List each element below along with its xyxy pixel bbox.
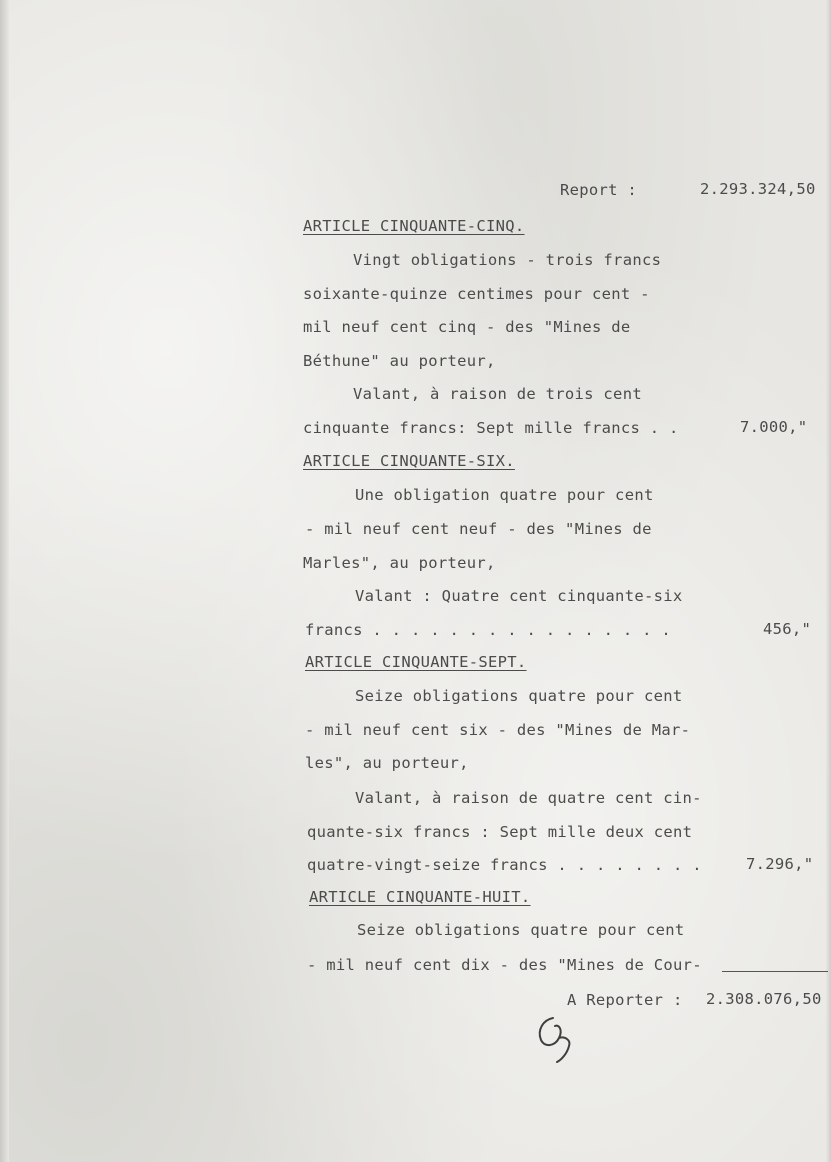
article-text-line: - mil neuf cent dix - des "Mines de Cour- bbox=[307, 956, 702, 974]
article-heading: ARTICLE CINQUANTE-HUIT. bbox=[309, 888, 531, 906]
article-text-line: Valant, à raison de quatre cent cin- bbox=[355, 789, 702, 807]
article-text-line: cinquante francs: Sept mille francs . . bbox=[303, 419, 679, 437]
article-text-line: Vingt obligations - trois francs bbox=[353, 251, 662, 269]
article-amount: 456," bbox=[763, 620, 812, 638]
article-text-line: - mil neuf cent neuf - des "Mines de bbox=[305, 520, 652, 538]
article-text-line: Seize obligations quatre pour cent bbox=[355, 687, 683, 705]
article-text-line: soixante-quinze centimes pour cent - bbox=[303, 285, 650, 303]
handwritten-initials-mark bbox=[533, 1012, 581, 1064]
article-heading: ARTICLE CINQUANTE-SIX. bbox=[303, 452, 515, 470]
article-amount: 7.000," bbox=[740, 418, 808, 436]
total-rule bbox=[722, 971, 828, 972]
report-label: Report : bbox=[560, 181, 638, 199]
carry-forward-label: A Reporter : bbox=[567, 991, 683, 1009]
article-text-line: les", au porteur, bbox=[305, 754, 469, 772]
article-amount: 7.296," bbox=[746, 855, 814, 873]
article-heading: ARTICLE CINQUANTE-CINQ. bbox=[303, 217, 525, 235]
article-text-line: francs . . . . . . . . . . . . . . . . bbox=[305, 621, 672, 639]
article-text-line: quatre-vingt-seize francs . . . . . . . . bbox=[307, 856, 702, 874]
page-edge-right bbox=[826, 0, 831, 1162]
carry-forward-amount: 2.308.076,50 bbox=[706, 990, 822, 1008]
article-text-line: Valant, à raison de trois cent bbox=[353, 385, 642, 403]
article-text-line: quante-six francs : Sept mille deux cent bbox=[307, 823, 693, 841]
article-heading: ARTICLE CINQUANTE-SEPT. bbox=[305, 653, 527, 671]
report-amount: 2.293.324,50 bbox=[700, 180, 816, 198]
article-text-line: Une obligation quatre pour cent bbox=[355, 486, 654, 504]
article-text-line: mil neuf cent cinq - des "Mines de bbox=[303, 318, 631, 336]
article-text-line: - mil neuf cent six - des "Mines de Mar- bbox=[305, 721, 691, 739]
article-text-line: Seize obligations quatre pour cent bbox=[357, 921, 685, 939]
article-text-line: Valant : Quatre cent cinquante-six bbox=[355, 587, 683, 605]
article-text-line: Marles", au porteur, bbox=[303, 554, 496, 572]
page-edge-left bbox=[0, 0, 9, 1162]
article-text-line: Béthune" au porteur, bbox=[303, 352, 496, 370]
